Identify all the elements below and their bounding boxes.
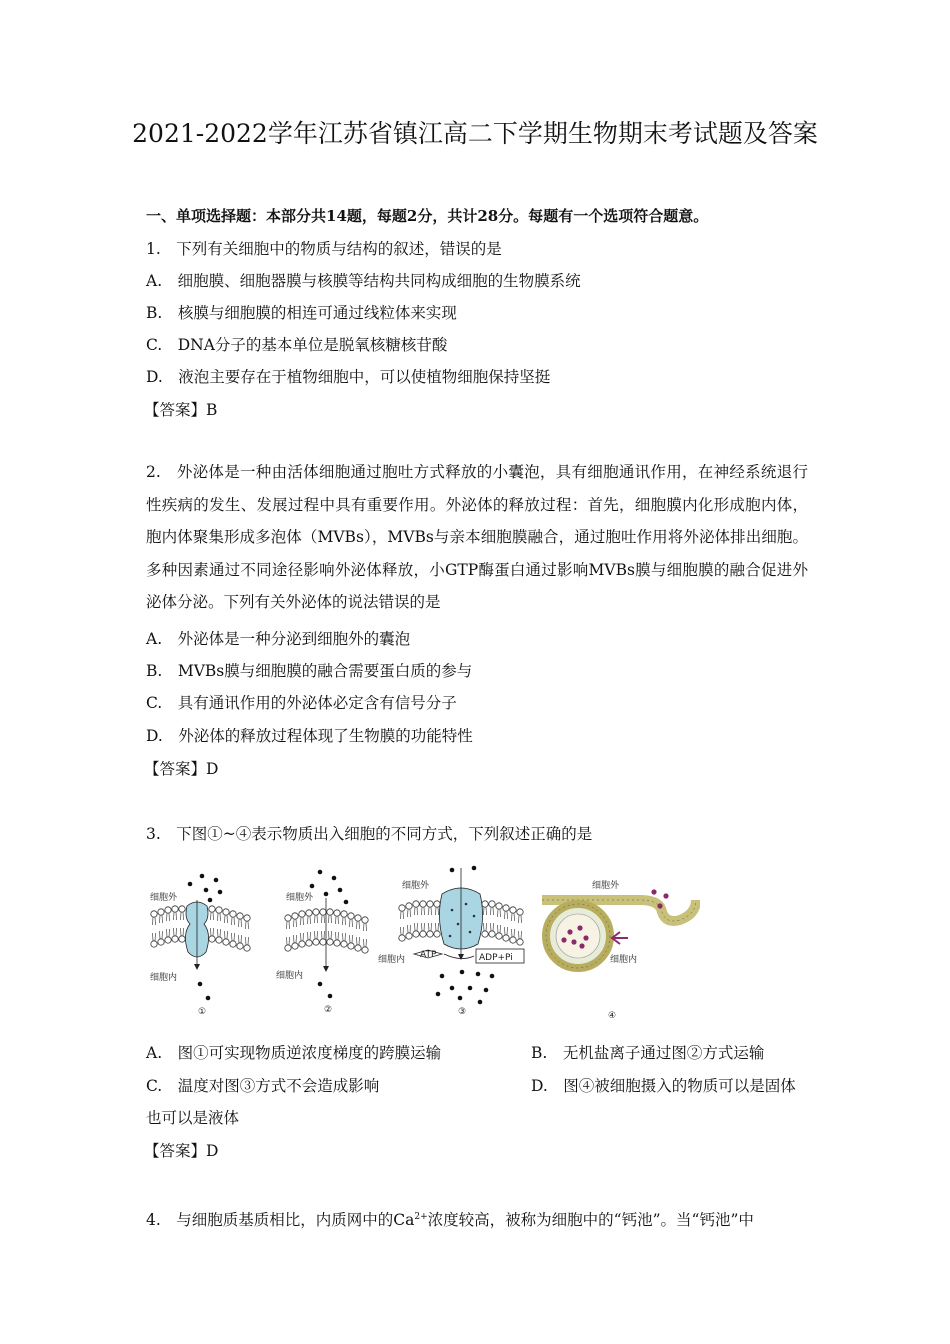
q1-option-a: A. 细胞膜、细胞器膜与核膜等结构共同构成细胞的生物膜系统 [146,272,581,290]
q4-stem-sup: 2+ [414,1212,428,1222]
q2-option-a: A. 外泌体是一种分泌到细胞外的囊泡 [146,630,411,648]
membrane-transport-figure [140,862,700,1024]
panel-3-active-transport [378,866,524,1017]
q3-option-c: C. 温度对图③方式不会造成影响 [146,1077,380,1095]
q2-option-b: B. MVBs膜与细胞膜的融合需要蛋白质的参与 [146,662,473,680]
panel-1-channel [150,874,250,1017]
q3-option-d: D. 图④被细胞摄入的物质可以是固体 [531,1077,796,1095]
panel1-outside-label: 细胞外 [150,893,178,903]
q1-option-d: D. 液泡主要存在于植物细胞中，可以使植物细胞保持坚挺 [146,368,551,386]
panel1-inside-label: 细胞内 [150,973,178,983]
q2-stem: 2. 外泌体是一种由活体细胞通过胞吐方式释放的小囊泡，具有细胞通讯作用，在神经系统退行性疾病的发生、发展过程中具有重要作用。外泌体的释放过程：首先，细胞膜内化形成胞内体，胞内体聚集形成多泡体（MVBs），MVBs与亲本细胞膜融合，通过胞吐作用将外泌体排出细胞。多种因素通过不同途径影响外泌体释放，小GTP酶蛋白通过影响MVBs膜与细胞膜的融合促进外泌体分泌。下列有关外泌体的说法错误的是 [146,463,808,611]
panel2-inside-label: 细胞内 [276,971,304,981]
q4-stem-pre: 4. 与细胞质基质相比，内质网中的Ca [146,1211,415,1230]
atp-label: ATP [420,950,437,960]
panel1-number: ① [198,1007,207,1017]
adp-label: ADP+Pi [479,953,513,963]
panel-2-free-diffusion [276,870,368,1015]
q4-stem [146,1207,754,1230]
panel-4-endocytosis [542,879,696,1021]
panel3-outside-label: 细胞外 [402,881,430,891]
panel2-number: ② [324,1005,333,1015]
panel2-outside-label: 细胞外 [286,893,314,903]
q2-answer: 【答案】D [144,760,219,778]
panel4-number: ④ [608,1011,617,1021]
page-title: 2021-2022学年江苏省镇江高二下学期生物期末考试题及答案 [132,119,818,148]
q1-answer: 【答案】B [144,401,218,419]
q3-option-d-cont: 也可以是液体 [146,1109,240,1127]
section-heading: 一、单项选择题：本部分共14题，每题2分，共计28分。每题有一个选项符合题意。 [146,207,709,225]
panel4-outside-label: 细胞外 [592,881,620,891]
q2-option-d: D. 外泌体的释放过程体现了生物膜的功能特性 [146,727,473,745]
q1-option-b: B. 核膜与细胞膜的相连可通过线粒体来实现 [146,304,457,322]
panel3-number: ③ [458,1007,467,1017]
q3-stem: 3. 下图①~④表示物质出入细胞的不同方式，下列叙述正确的是 [146,825,593,843]
q3-answer: 【答案】D [144,1142,219,1160]
q3-option-a: A. 图①可实现物质逆浓度梯度的跨膜运输 [146,1044,442,1062]
q4-stem-post: 浓度较高，被称为细胞中的“钙池”。当“钙池”中 [427,1211,754,1230]
q1-option-c: C. DNA分子的基本单位是脱氧核糖核苷酸 [146,336,448,354]
q1-stem: 1. 下列有关细胞中的物质与结构的叙述，错误的是 [146,240,502,258]
panel4-inside-label: 细胞内 [610,955,638,965]
q3-option-b: B. 无机盐离子通过图②方式运输 [531,1044,765,1062]
q2-option-c: C. 具有通讯作用的外泌体必定含有信号分子 [146,694,457,712]
panel3-inside-label: 细胞内 [378,955,406,965]
